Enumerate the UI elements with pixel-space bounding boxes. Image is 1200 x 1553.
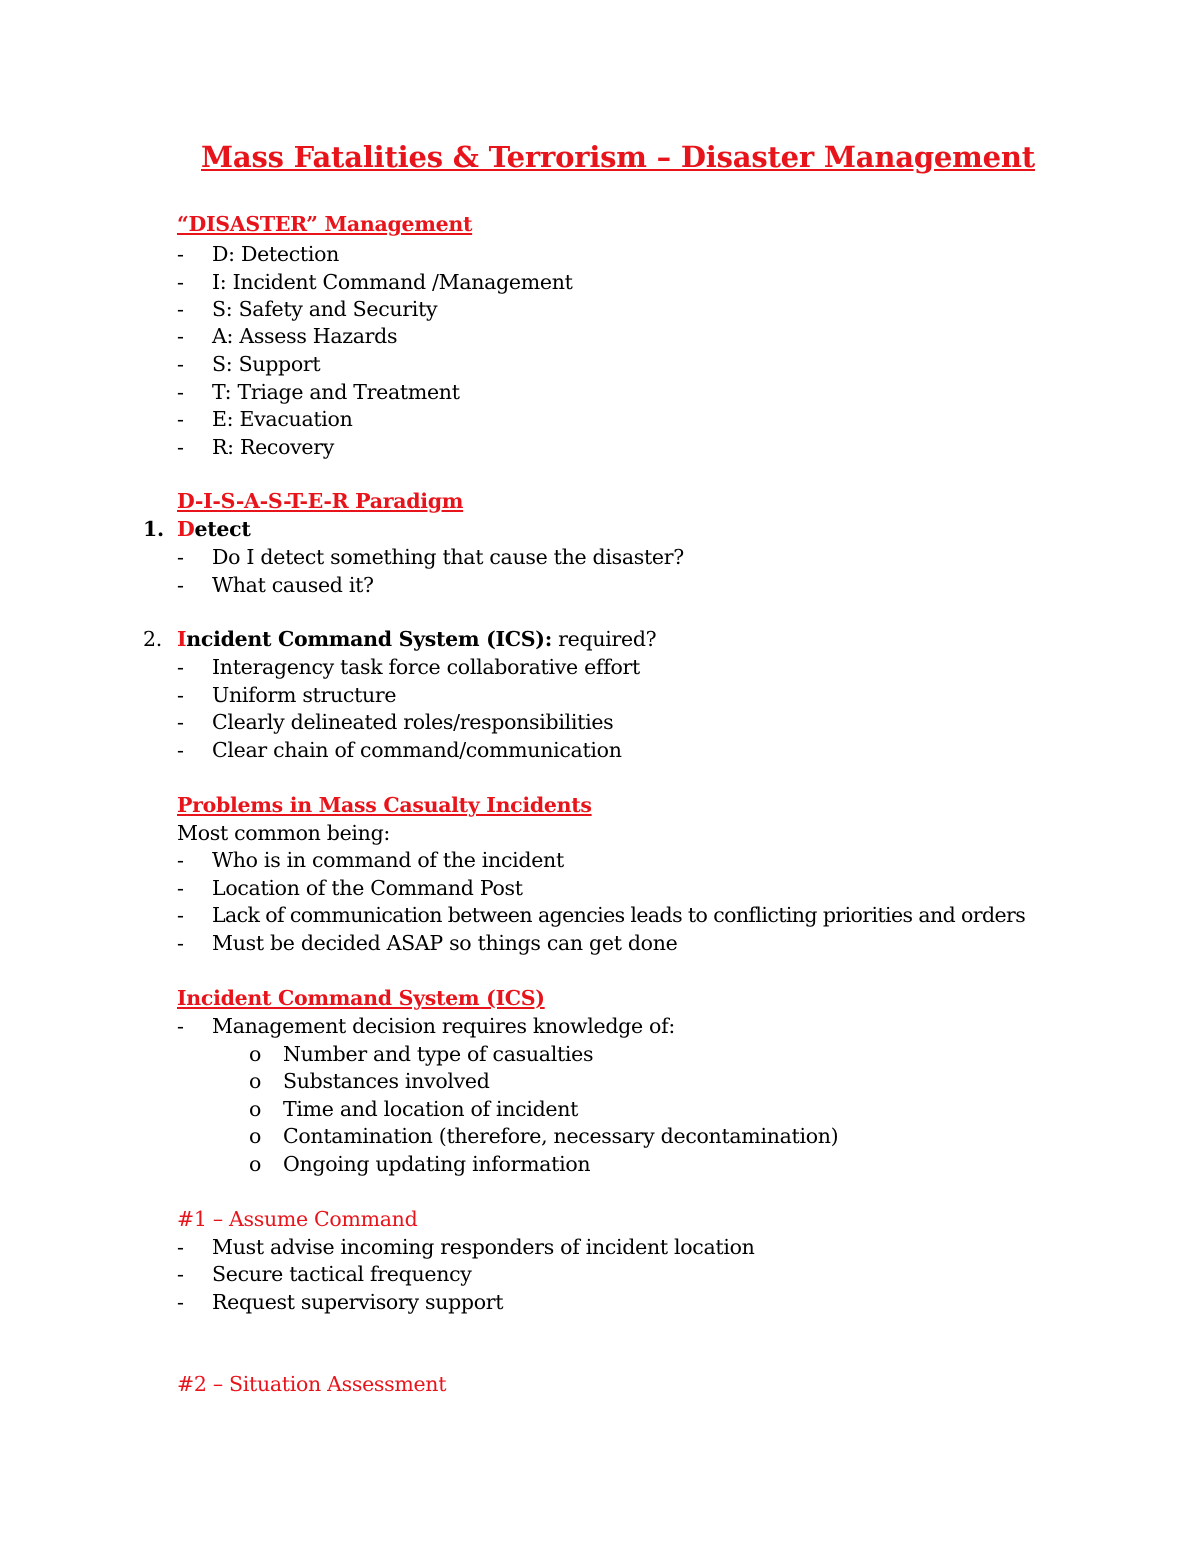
dash-bullet: - — [177, 931, 184, 955]
document-page: Mass Fatalities & Terrorism – Disaster Management “DISASTER” Management - D: Detection - I: Incident Command /Management - S: Safety and Security - A: Assess Hazards - S: Support - T: Triage and Treatment - E: Evacuation - R: Recovery D-I-S-A-S-T-E-R Paradigm 1. Detect - Do I detect something that cause the disaster? - What caused it? 2. Incident Command System (ICS): required? - Interagency task force collaborative effort - Uniform structure - Clearly delineated roles/responsibilities - Clear chain of command/communication Problems in Mass Casualty Incidents Most common being: - Who is in command of the incident - Location of the Command Post - Lack of communication between agencies leads to conflicting priorities and orders - Must be decided ASAP so things can get done Incident Command System (ICS) - Management decision requires knowledge of: o Number and type of casualties o Substances involved o Time and location of incident o Contamination (therefore, necessary decontamination) o Ongoing updating information #1 – Assume Command - Must advise incoming responders of incident location - Secure tactical frequency - Request supervisory support #2 – Situation Assessment — [0, 0, 1200, 1553]
dash-bullet: - — [177, 1235, 184, 1259]
first-letter: I — [177, 627, 187, 651]
first-letter: D — [177, 517, 195, 541]
dash-bullet: - — [177, 435, 184, 459]
dash-bullet: - — [177, 903, 184, 927]
dash-bullet: - — [177, 270, 184, 294]
heading-assume-command: #1 – Assume Command — [177, 1207, 418, 1231]
dash-bullet: - — [177, 876, 184, 900]
page-title: Mass Fatalities & Terrorism – Disaster Management — [201, 140, 1035, 174]
dash-bullet: - — [177, 573, 184, 597]
dash-bullet: - — [177, 242, 184, 266]
heading-disaster-management: “DISASTER” Management — [177, 212, 473, 236]
item-number: 1. — [143, 517, 164, 541]
dash-bullet: - — [177, 1290, 184, 1314]
dash-bullet: - — [177, 1014, 184, 1038]
circle-bullet: o — [249, 1069, 262, 1093]
dash-bullet: - — [177, 848, 184, 872]
dash-bullet: - — [177, 380, 184, 404]
circle-bullet: o — [249, 1042, 262, 1066]
dash-bullet: - — [177, 710, 184, 734]
circle-bullet: o — [249, 1124, 262, 1148]
item-suffix: required? — [551, 627, 657, 651]
circle-bullet: o — [249, 1152, 262, 1176]
dash-bullet: - — [177, 738, 184, 762]
dash-bullet: - — [177, 352, 184, 376]
dash-bullet: - — [177, 297, 184, 321]
item-label: ncident Command System (ICS): — [186, 627, 552, 651]
heading-situation-assessment: #2 – Situation Assessment — [177, 1372, 447, 1396]
dash-bullet: - — [177, 324, 184, 348]
dash-bullet: - — [177, 407, 184, 431]
dash-bullet: - — [177, 545, 184, 569]
circle-bullet: o — [249, 1097, 262, 1121]
dash-bullet: - — [177, 655, 184, 679]
item-number: 2. — [143, 627, 162, 651]
heading-paradigm: D-I-S-A-S-T-E-R Paradigm — [177, 489, 464, 513]
heading-problems: Problems in Mass Casualty Incidents — [177, 793, 592, 817]
item-label: etect — [194, 517, 251, 541]
dash-bullet: - — [177, 1262, 184, 1286]
intro-text: Most common being: — [177, 821, 391, 845]
dash-bullet: - — [177, 683, 184, 707]
heading-ics: Incident Command System (ICS) — [177, 986, 545, 1010]
